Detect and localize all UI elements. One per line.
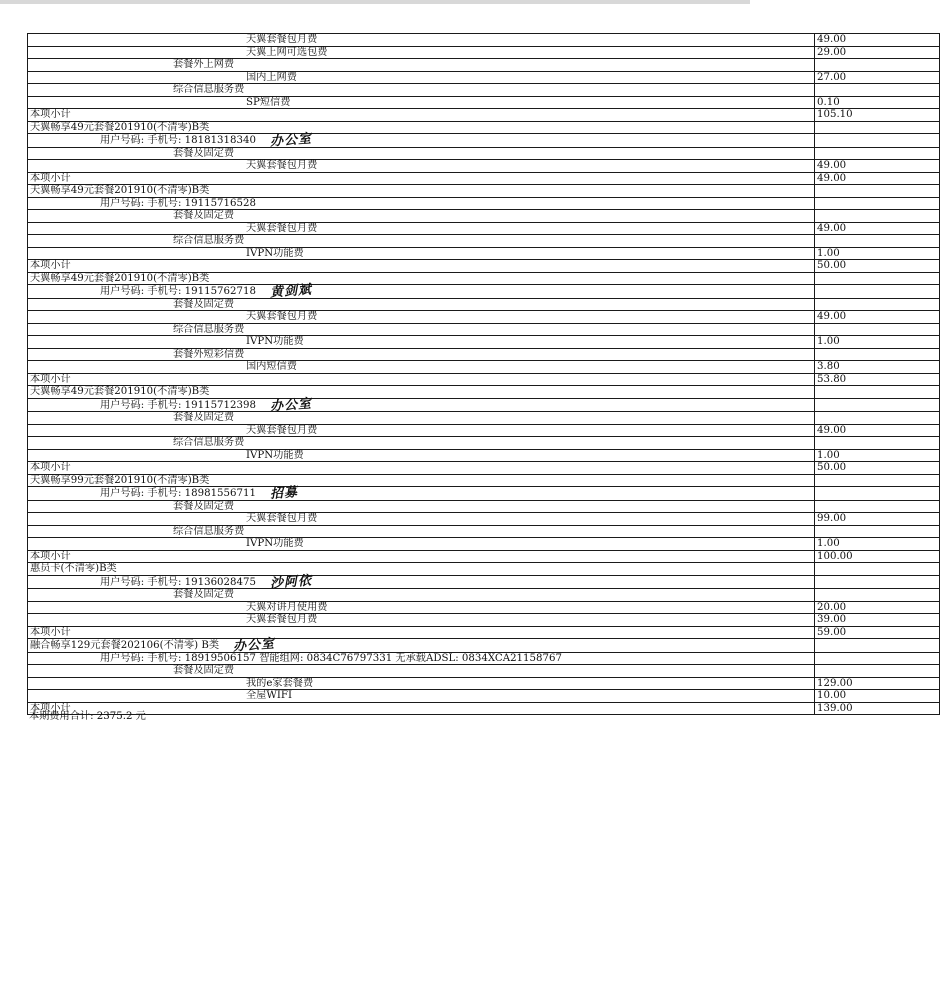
item-label-text: 本项小计 [30, 702, 71, 714]
item-label-text: 本项小计 [30, 109, 71, 120]
handwritten-annotation: 办公室 [269, 131, 313, 150]
item-label-text: 天翼套餐包月费 [246, 424, 318, 436]
item-label-text: 用户号码: 手机号: 19115712398 [100, 399, 256, 411]
item-label-text: 套餐及固定费 [173, 298, 235, 310]
bill-row [28, 285, 940, 299]
bill-row [28, 462, 940, 475]
item-label [28, 348, 815, 361]
bill-row [28, 601, 940, 614]
bill-row [28, 185, 940, 198]
item-amount: 49.00 [815, 160, 940, 173]
item-label-text: 用户号码: 手机号: 19115716528 [100, 197, 256, 209]
item-amount [815, 589, 940, 602]
item-label-text: 国内短信费 [246, 361, 297, 372]
item-amount [815, 563, 940, 576]
bill-row [28, 474, 940, 487]
item-label-text: 用户号码: 手机号: 19136028475 [100, 576, 256, 588]
bill-row [28, 197, 940, 210]
bill-row [28, 260, 940, 273]
item-label [28, 500, 815, 513]
item-amount [815, 398, 940, 412]
item-label-text: 套餐及固定费 [173, 147, 235, 159]
bill-row [28, 336, 940, 349]
item-label [28, 131, 815, 150]
item-label [28, 575, 815, 589]
item-label [28, 525, 815, 538]
item-label [28, 361, 815, 374]
item-label-text: IVPN功能费 [246, 336, 304, 347]
item-label-text: 天翼套餐包月费 [246, 222, 318, 234]
item-label-text: 套餐外上网费 [173, 59, 235, 70]
item-label [28, 398, 815, 412]
item-label-text: 套餐及固定费 [173, 210, 235, 221]
item-label-text: 天翼套餐包月费 [246, 311, 318, 322]
item-label [28, 550, 815, 563]
handwritten-annotation: 办公室 [232, 636, 276, 655]
item-label-text: 天翼套餐包月费 [246, 34, 318, 45]
item-label-text: 用户号码: 手机号: 19115762718 [100, 286, 256, 297]
bill-row [28, 589, 940, 602]
item-label-text: IVPN功能费 [246, 538, 304, 549]
item-label-text: SP短信费 [246, 96, 291, 108]
item-label-text: 我的e家套餐费 [246, 677, 314, 689]
item-label-text: 本项小计 [30, 550, 71, 562]
item-label [28, 147, 815, 160]
item-amount [815, 474, 940, 487]
bill-row [28, 210, 940, 223]
item-label-text: 套餐及固定费 [173, 589, 235, 600]
bill-row [28, 71, 940, 84]
item-label [28, 589, 815, 602]
item-label-text: 天翼畅享49元套餐201910(不清零)B类 [30, 386, 210, 397]
item-label-text: 天翼对讲月使用费 [246, 601, 328, 613]
item-label-text: 天翼畅享49元套餐201910(不清零)B类 [30, 272, 210, 284]
item-amount: 1.00 [815, 336, 940, 349]
bill-row [28, 235, 940, 248]
handwritten-annotation: 办公室 [269, 396, 313, 414]
item-amount [815, 185, 940, 198]
item-label-text: 天翼畅享49元套餐201910(不清零)B类 [30, 121, 210, 133]
item-label [28, 474, 815, 487]
item-label-text: 综合信息服务费 [173, 323, 245, 335]
bill-row [28, 500, 940, 513]
item-label-text: 融合畅享129元套餐202106(不清零) B类 [30, 640, 220, 651]
item-label [28, 626, 815, 639]
bill-row [28, 34, 940, 47]
item-amount: 3.80 [815, 361, 940, 374]
item-label-text: 本项小计 [30, 260, 71, 271]
bill-row [28, 626, 940, 639]
bill-row [28, 311, 940, 324]
bill-row [28, 361, 940, 374]
bill-row [28, 690, 940, 703]
item-label [28, 121, 815, 134]
item-amount [815, 348, 940, 361]
item-label [28, 222, 815, 235]
scan-top-edge [0, 0, 750, 4]
item-label [28, 272, 815, 285]
item-label [28, 185, 815, 198]
item-amount: 1.00 [815, 538, 940, 551]
item-label [28, 96, 815, 109]
bill-row [28, 702, 940, 715]
item-label [28, 109, 815, 122]
item-label-text: 天翼套餐包月费 [246, 614, 318, 625]
item-label [28, 538, 815, 551]
item-amount: 1.00 [815, 247, 940, 260]
item-label-text: 国内上网费 [246, 71, 297, 83]
item-amount: 49.00 [815, 222, 940, 235]
bill-row [28, 172, 940, 185]
item-label [28, 462, 815, 475]
item-label [28, 614, 815, 627]
item-amount: 0.10 [815, 96, 940, 109]
bill-row [28, 449, 940, 462]
item-label-text: 天翼上网可选包费 [246, 46, 328, 58]
item-label [28, 386, 815, 399]
item-amount [815, 500, 940, 513]
item-label [28, 282, 815, 301]
item-label-text: 惠员卡(不清零)B类 [30, 563, 117, 574]
bill-row [28, 412, 940, 425]
item-label [28, 336, 815, 349]
bill-row [28, 222, 940, 235]
item-label-text: 用户号码: 手机号: 18981556711 [100, 488, 256, 499]
item-label [28, 601, 815, 614]
item-label-text: 全屋WIFI [246, 690, 292, 701]
item-label-text: 套餐及固定费 [173, 412, 235, 423]
bill-row [28, 323, 940, 336]
bill-row [28, 46, 940, 59]
item-amount: 50.00 [815, 260, 940, 273]
item-label [28, 665, 815, 678]
item-label-text: 天翼畅享49元套餐201910(不清零)B类 [30, 185, 210, 196]
item-label [28, 636, 815, 655]
item-label [28, 34, 815, 47]
item-label-text: 天翼畅享99元套餐201910(不清零)B类 [30, 474, 210, 486]
item-label-text: IVPN功能费 [246, 449, 304, 461]
item-amount [815, 575, 940, 589]
item-label-text: 综合信息服务费 [173, 525, 245, 537]
bill-row [28, 538, 940, 551]
item-label [28, 260, 815, 273]
item-amount [815, 147, 940, 160]
bill-row [28, 563, 940, 576]
bill-row [28, 398, 940, 412]
item-amount: 29.00 [815, 46, 940, 59]
item-label [28, 690, 815, 703]
bill-row [28, 677, 940, 690]
item-amount [815, 197, 940, 210]
item-amount [815, 134, 940, 148]
item-label [28, 513, 815, 526]
item-amount: 27.00 [815, 71, 940, 84]
item-amount [815, 84, 940, 97]
item-amount: 20.00 [815, 601, 940, 614]
item-label [28, 71, 815, 84]
item-label-text: 天翼套餐包月费 [246, 160, 318, 171]
item-label-text: 本项小计 [30, 626, 71, 638]
bill-row [28, 373, 940, 386]
bill-row [28, 424, 940, 437]
item-amount [815, 272, 940, 285]
item-amount [815, 298, 940, 311]
item-amount [815, 525, 940, 538]
item-amount: 50.00 [815, 462, 940, 475]
bill-row [28, 665, 940, 678]
bill-row [28, 134, 940, 148]
item-label-text: 用户号码: 手机号: 18181318340 [100, 135, 256, 146]
item-label [28, 311, 815, 324]
bill-row [28, 109, 940, 122]
item-amount: 99.00 [815, 513, 940, 526]
item-label-text: 天翼套餐包月费 [246, 513, 318, 524]
item-label-text: 套餐及固定费 [173, 665, 235, 676]
item-label [28, 160, 815, 173]
item-label [28, 487, 815, 501]
bill-detail-table [27, 33, 940, 715]
bill-row [28, 348, 940, 361]
item-amount [815, 665, 940, 678]
item-amount: 10.00 [815, 690, 940, 703]
item-label-text: 综合信息服务费 [173, 84, 245, 95]
bill-row [28, 614, 940, 627]
bill-row [28, 487, 940, 501]
item-label-text: 综合信息服务费 [173, 235, 245, 246]
item-amount: 1.00 [815, 449, 940, 462]
item-amount [815, 386, 940, 399]
item-amount: 49.00 [815, 424, 940, 437]
item-label [28, 46, 815, 59]
handwritten-annotation: 黄剑斌 [269, 282, 313, 301]
item-amount: 49.00 [815, 311, 940, 324]
item-label [28, 373, 815, 386]
item-amount: 49.00 [815, 172, 940, 185]
item-amount: 53.80 [815, 373, 940, 386]
item-amount: 105.10 [815, 109, 940, 122]
item-amount: 139.00 [815, 702, 940, 715]
item-label [28, 197, 815, 210]
item-label [28, 172, 815, 185]
item-amount [815, 639, 940, 653]
item-amount [815, 487, 940, 501]
item-label [28, 424, 815, 437]
bill-row [28, 272, 940, 285]
bill-row [28, 652, 940, 665]
item-label [28, 298, 815, 311]
bill-row [28, 437, 940, 450]
item-label [28, 677, 815, 690]
item-label [28, 437, 815, 450]
item-amount [815, 59, 940, 72]
item-label-text: 本项小计 [30, 373, 71, 385]
bill-row [28, 59, 940, 72]
item-label [28, 652, 815, 665]
item-label [28, 235, 815, 248]
item-amount [815, 437, 940, 450]
item-label [28, 449, 815, 462]
item-amount [815, 285, 940, 299]
bill-rows [28, 34, 940, 715]
item-label-text: 本项小计 [30, 172, 71, 184]
bill-row [28, 513, 940, 526]
item-amount [815, 412, 940, 425]
item-label [28, 563, 815, 576]
item-label-text: 套餐外短彩信费 [173, 348, 245, 360]
bill-row [28, 247, 940, 260]
period-total: 本期费用合计: 2375.2 元 [29, 711, 146, 722]
item-label-text: 综合信息服务费 [173, 437, 245, 448]
item-label [28, 247, 815, 260]
item-amount: 129.00 [815, 677, 940, 690]
bill-row [28, 639, 940, 653]
item-label-text: 本项小计 [30, 462, 71, 473]
item-amount: 39.00 [815, 614, 940, 627]
item-amount: 59.00 [815, 626, 940, 639]
item-label [28, 59, 815, 72]
item-amount [815, 121, 940, 134]
item-amount [815, 210, 940, 223]
bill-row [28, 575, 940, 589]
item-label [28, 84, 815, 97]
bill-row [28, 96, 940, 109]
handwritten-annotation: 沙阿依 [269, 573, 313, 591]
item-amount [815, 652, 940, 665]
bill-row [28, 84, 940, 97]
bill-row [28, 525, 940, 538]
item-label [28, 210, 815, 223]
item-label [28, 323, 815, 336]
bill-row [28, 160, 940, 173]
bill-row [28, 147, 940, 160]
bill-row [28, 298, 940, 311]
bill-row [28, 386, 940, 399]
item-amount [815, 323, 940, 336]
handwritten-annotation: 招募 [269, 485, 299, 502]
bill-row [28, 121, 940, 134]
item-amount: 100.00 [815, 550, 940, 563]
item-label-text: 用户号码: 手机号: 18919506157 智能组网: 0834C76797331 无承载ADSL: 0834XCA21158767 [100, 652, 562, 664]
item-label [28, 412, 815, 425]
item-label-text: IVPN功能费 [246, 247, 304, 259]
item-label-text: 套餐及固定费 [173, 500, 235, 512]
bill-row [28, 550, 940, 563]
item-amount [815, 235, 940, 248]
item-amount: 49.00 [815, 34, 940, 47]
